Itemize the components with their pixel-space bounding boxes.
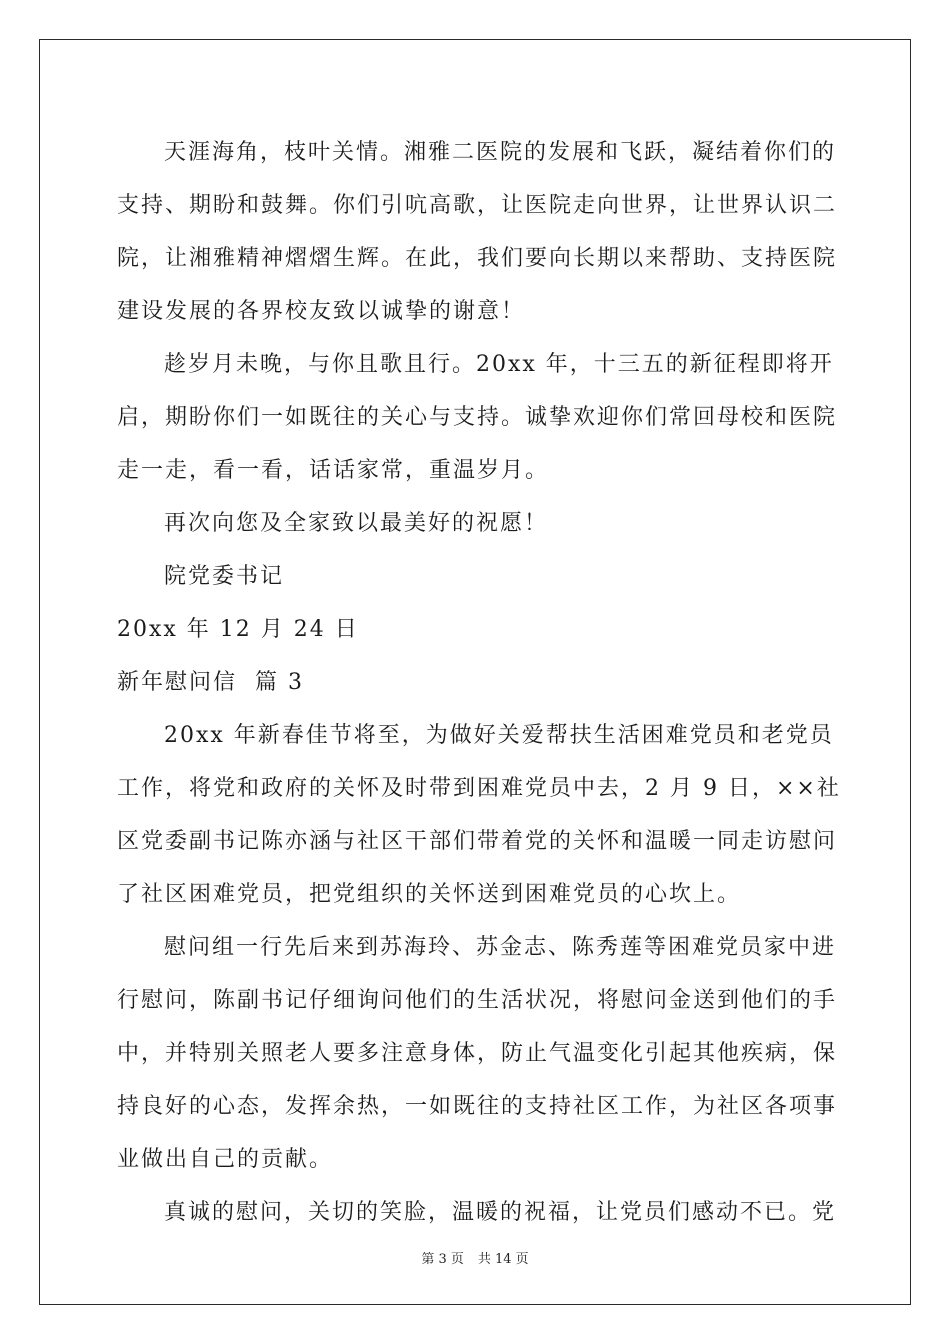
paragraph-line: 支持、期盼和鼓舞。你们引吭高歌，让医院走向世界，让世界认识二 — [117, 193, 838, 218]
letter-date: 20xx 年 12 月 24 日 — [117, 617, 359, 642]
paragraph-line: 建设发展的各界校友致以诚挚的谢意！ — [117, 299, 526, 324]
paragraph-line: 走一走，看一看，话话家常，重温岁月。 — [117, 458, 550, 483]
section-heading: 新年慰问信 篇 3 — [117, 670, 304, 695]
paragraph-line: 天涯海角，枝叶关情。湘雅二医院的发展和飞跃，凝结着你们的 — [164, 140, 837, 165]
paragraph-line: 20xx 年新春佳节将至，为做好关爱帮扶生活困难党员和老党员 — [164, 723, 834, 748]
paragraph-line: 持良好的心态，发挥余热，一如既往的支持社区工作，为社区各项事 — [117, 1094, 838, 1119]
page-footer — [0, 1248, 950, 1267]
document-body — [117, 126, 841, 1239]
paragraph-line: 趁岁月未晚，与你且歌且行。20xx 年，十三五的新征程即将开 — [164, 352, 834, 377]
page-total: 共 14 页 — [477, 1252, 529, 1267]
paragraph-line: 启，期盼你们一如既往的关心与支持。诚挚欢迎你们常回母校和医院 — [117, 405, 838, 430]
signature-title: 院党委书记 — [164, 564, 285, 589]
paragraph-line: 业做出自己的贡献。 — [117, 1147, 334, 1172]
paragraph-line: 行慰问，陈副书记仔细询问他们的生活状况，将慰问金送到他们的手 — [117, 988, 838, 1013]
paragraph-line: 院，让湘雅精神熠熠生辉。在此，我们要向长期以来帮助、支持医院 — [117, 246, 838, 271]
paragraph-line: 了社区困难党员，把党组织的关怀送到困难党员的心坎上。 — [117, 882, 742, 907]
paragraph-line: 中，并特别关照老人要多注意身体，防止气温变化引起其他疾病，保 — [117, 1041, 838, 1066]
closing-wish: 再次向您及全家致以最美好的祝愿！ — [164, 511, 549, 536]
paragraph-line: 真诚的慰问，关切的笑脸，温暖的祝福，让党员们感动不已。党 — [164, 1200, 837, 1225]
paragraph-line: 慰问组一行先后来到苏海玲、苏金志、陈秀莲等困难党员家中进 — [164, 935, 837, 960]
paragraph-line: 工作，将党和政府的关怀及时带到困难党员中去，2 月 9 日，××社 — [117, 776, 841, 801]
page-number: 第 3 页 — [421, 1252, 464, 1267]
paragraph-line: 区党委副书记陈亦涵与社区干部们带着党的关怀和温暖一同走访慰问 — [117, 829, 838, 854]
